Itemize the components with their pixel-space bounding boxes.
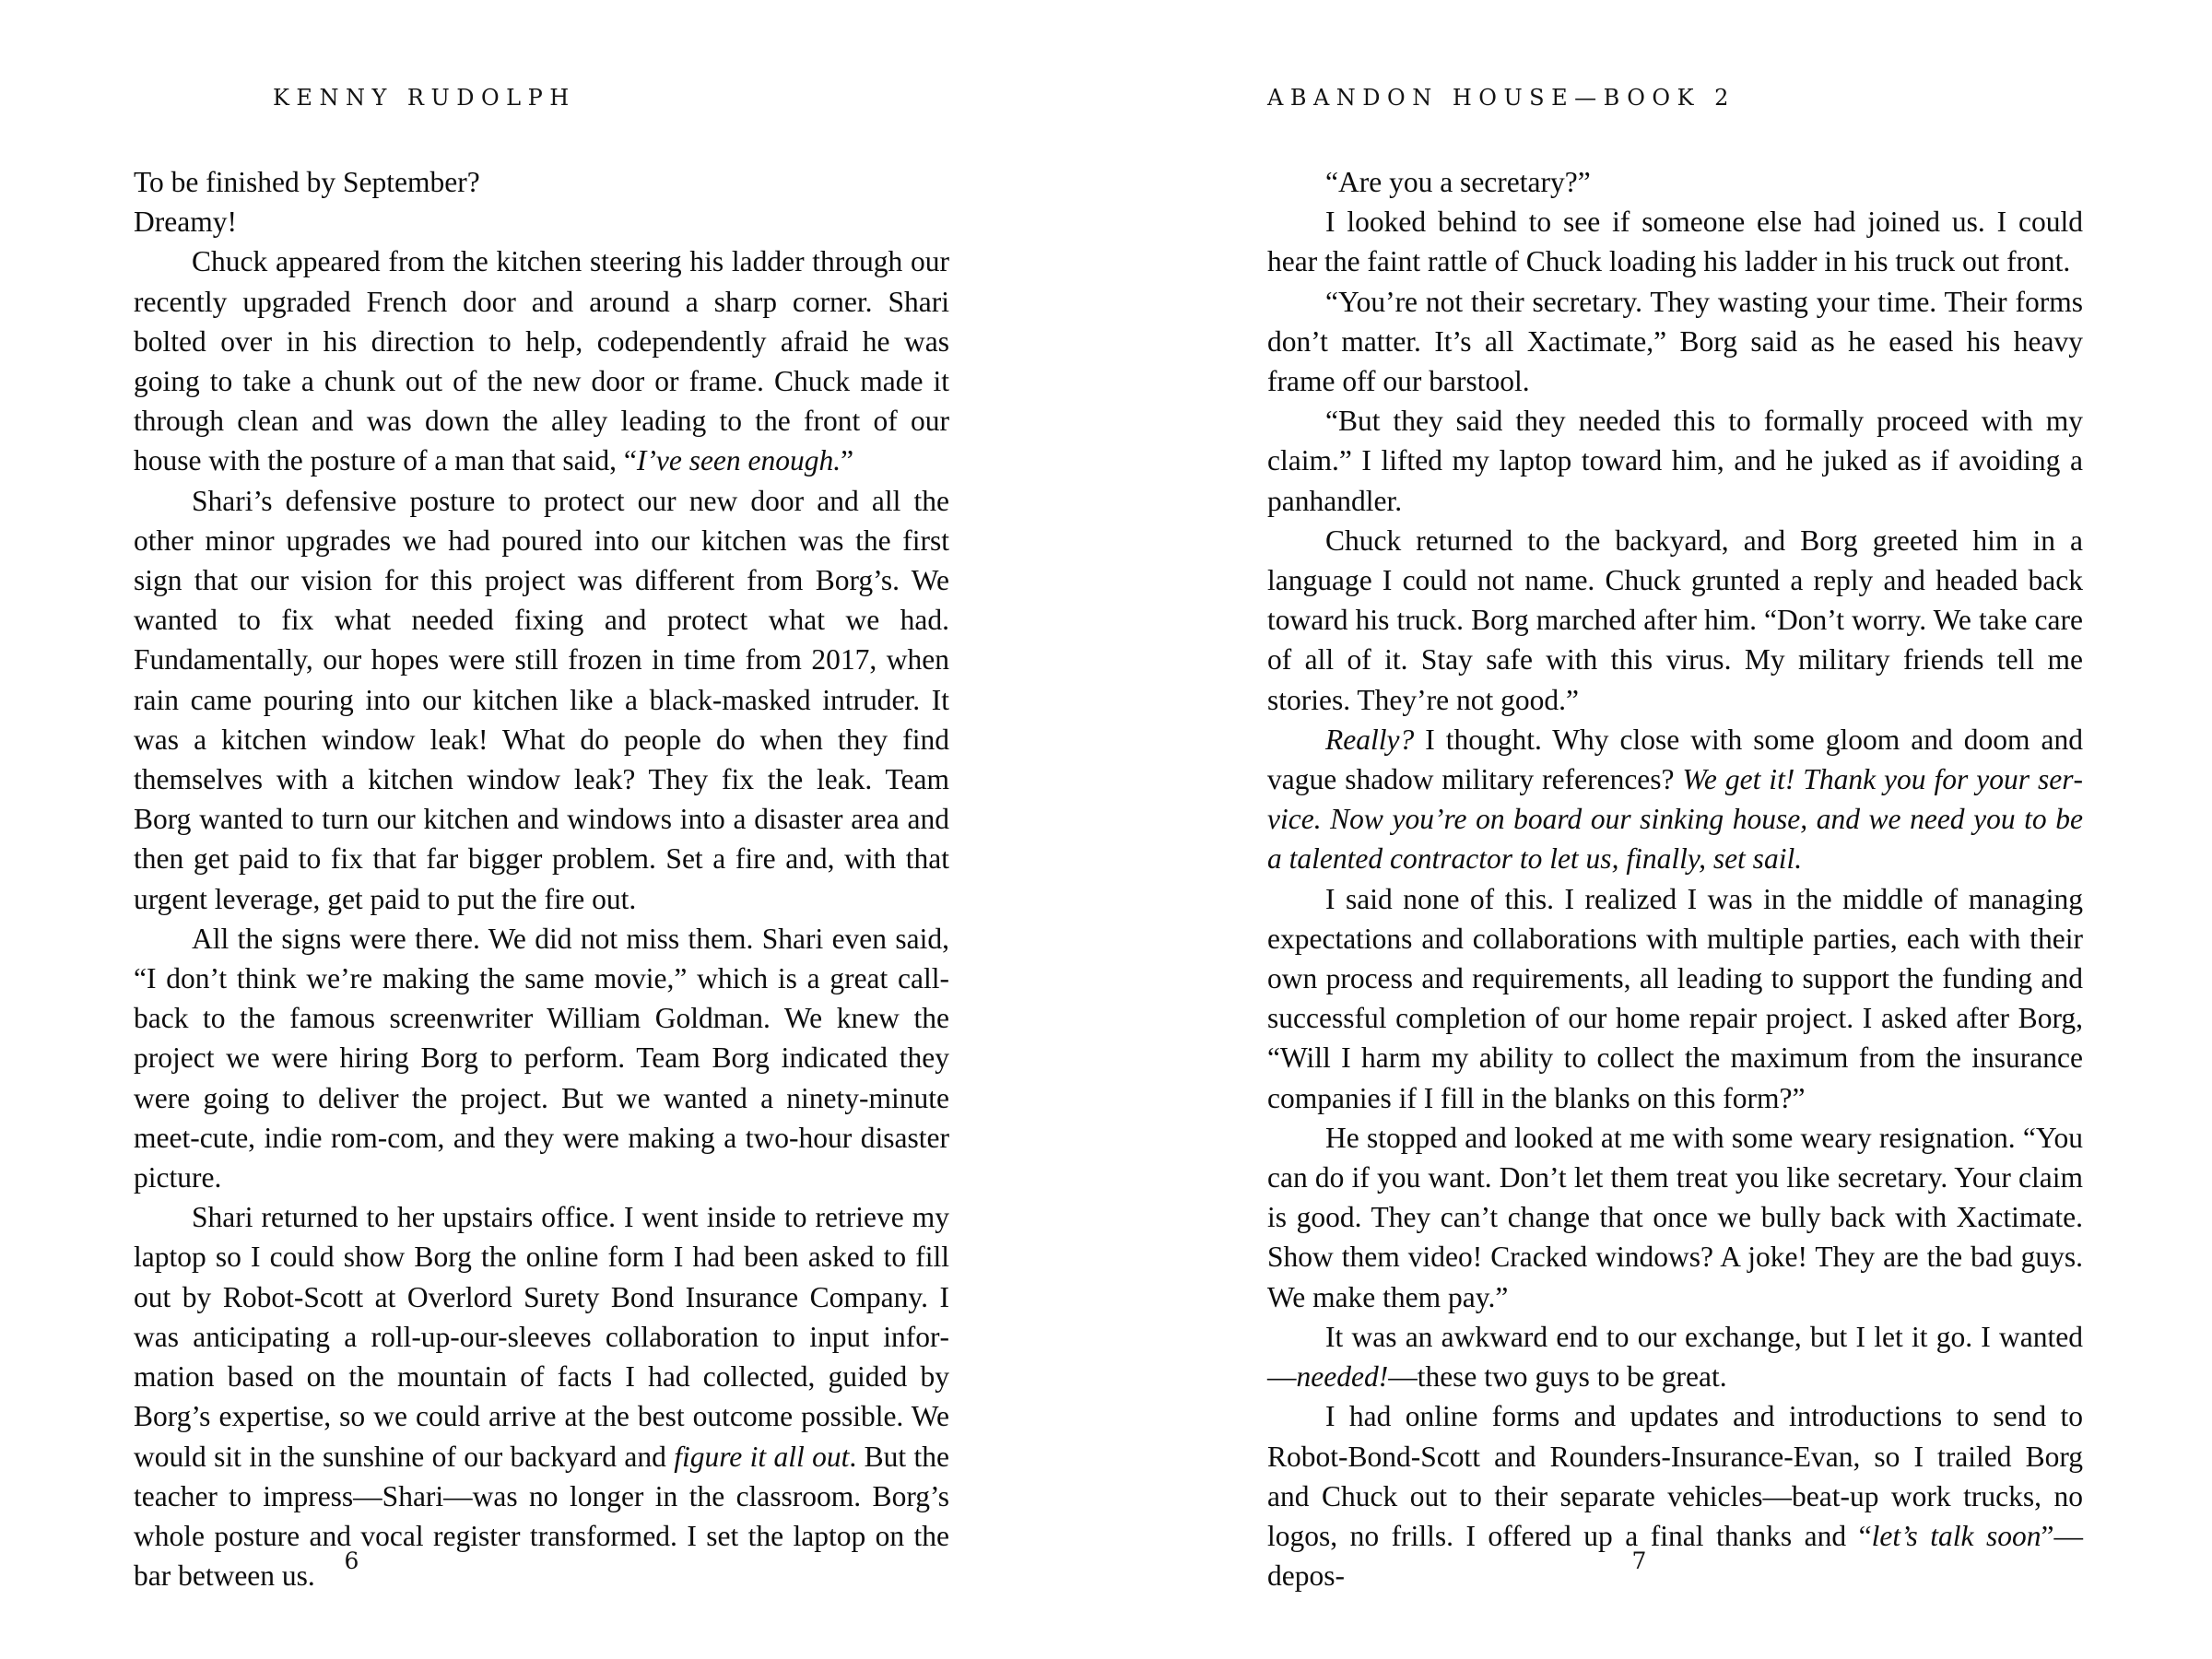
italic-phrase: figure it all out xyxy=(674,1440,850,1473)
right-page xyxy=(1106,0,2212,1659)
italic-phrase: Really? xyxy=(1325,723,1415,756)
paragraph: Chuck appeared from the kitchen steering his ladder through our recently upgraded French door and around a sharp corner. Shari bolted over in his direction to help, codependently afraid he was going to take a chunk out of the new door or frame. Chuck made it through clean and was down the alley leading to the front of our house with the posture of a man that said, “I’ve seen enough.” xyxy=(134,245,949,477)
paragraph: All the signs were there. We did not miss them. Shari even said, “I don’t think we’re making the same movie,” which is a great callback to the famous screenwriter William Goldman. We knew the project we were hiring Borg to perform. Team Borg indicated they were going to deliver the project. But we wanted a ninety-minute meet-cute, indie rom-com, and they were making a two-hour disaster picture. xyxy=(134,922,949,1194)
folio-right: 7 xyxy=(1631,1547,1648,1574)
paragraph: Shari returned to her upstairs office. I went inside to retrieve my laptop so I could show Borg the online form I had been asked to fill out by Robot-Scott at Overlord Surety Bond Insurance Company. I was anticipating a roll-up-our-sleeves collaboration to input information based on the mountain of facts I had collected, guided by Borg’s expertise, so we could arrive at the best outcome possible. We would sit in the sunshine of our backyard and figure it all out. But the teacher to impress—Shari—was no longer in the classroom. Borg’s whole posture and vocal register transformed. I set the laptop on the bar between us. xyxy=(134,1201,949,1593)
paragraph: It was an awkward end to our exchange, but I let it go. I wanted—needed!—these two guys to be great. xyxy=(1267,1320,2083,1394)
italic-phrase: needed! xyxy=(1296,1360,1389,1394)
paragraph: Shari’s defensive posture to protect our new door and all the other minor upgrades we had poured into our kitchen was the first sign that our vision for this project was different from Borg’s. We wanted to fix what needed fixing and protect what we had. Fundamentally, our hopes were still frozen in time from 2017, when rain came pouring into our kitchen like a black-masked intruder. It was a kitchen window leak! What do people do when they find themselves with a kitchen window leak? They fix the leak. Team Borg wanted to turn our kitchen and windows into a disaster area and then get paid to fix that far bigger problem. Set a fire and, with that urgent leverage, get paid to put the fire out. xyxy=(134,484,949,915)
paragraph: To be finished by September? xyxy=(134,166,480,198)
paragraph: He stopped and looked at me with some weary resignation. “You can do if you want. Don’t let them treat you like secretary. Your claim is good. They can’t change that once we bully back with Xactimate. Show them video! Cracked windows? A joke! They are the bad guys. We make them pay.” xyxy=(1267,1121,2083,1313)
italic-phrase: I’ve seen enough. xyxy=(636,444,841,477)
italic-phrase: We get it! Thank you for your service. Now you’re on board our sinking house, and we need you to be a talented contractor to let us, finally, set sail. xyxy=(1267,763,2083,876)
right-page-text-block xyxy=(1267,162,2083,1595)
running-head-left: KENNY RUDOLPH xyxy=(273,85,576,111)
paragraph: Really? I thought. Why close with some gloom and doom and vague shadow military references? We get it! Thank you for your service. Now you’re on board our sinking house, and we need you to be a talented contractor to let us, finally, set sail. xyxy=(1267,723,2083,876)
paragraph: “Are you a secretary?” xyxy=(1325,166,1591,198)
italic-phrase: let’s talk soon xyxy=(1871,1519,2041,1552)
paragraph: “But they said they needed this to formally proceed with my claim.” I lifted my laptop toward him, and he juked as if avoiding a panhandler. xyxy=(1267,405,2083,517)
left-page-text-block xyxy=(134,162,949,1595)
folio-left: 6 xyxy=(344,1547,360,1574)
paragraph: Chuck returned to the backyard, and Borg greeted him in a language I could not name. Chuck grunted a reply and headed back toward his truck. Borg marched after him. “Don’t worry. We take care of all of it. Stay safe with this virus. My military friends tell me stories. They’re not good.” xyxy=(1267,524,2083,716)
paragraph: Dreamy! xyxy=(134,206,237,239)
paragraph: I had online forms and updates and introductions to send to Robot-Bond-Scott and Rounders-Insurance-Evan, so I trailed Borg and Chuck out to their separate vehicles—beat-up work trucks, no logos, no frills. I offered up a final thanks and “let’s talk soon”—depos- xyxy=(1267,1400,2083,1593)
running-head-right: ABANDON HOUSE—BOOK 2 xyxy=(1267,85,1735,111)
paragraph: I looked behind to see if someone else had joined us. I could hear the faint rattle of Chuck loading his ladder in his truck out front. xyxy=(1267,206,2083,278)
paragraph: I said none of this. I realized I was in the middle of managing expectations and collaborations with multiple parties, each with their own process and requirements, all leading to support the funding and successful completion of our home repair project. I asked after Borg, “Will I harm my ability to collect the maximum from the insurance companies if I fill in the blanks on this form?” xyxy=(1267,882,2083,1114)
paragraph: “You’re not their secretary. They wasting your time. Their forms don’t matter. It’s all Xactimate,” Borg said as he eased his heavy frame off our barstool. xyxy=(1267,285,2083,398)
